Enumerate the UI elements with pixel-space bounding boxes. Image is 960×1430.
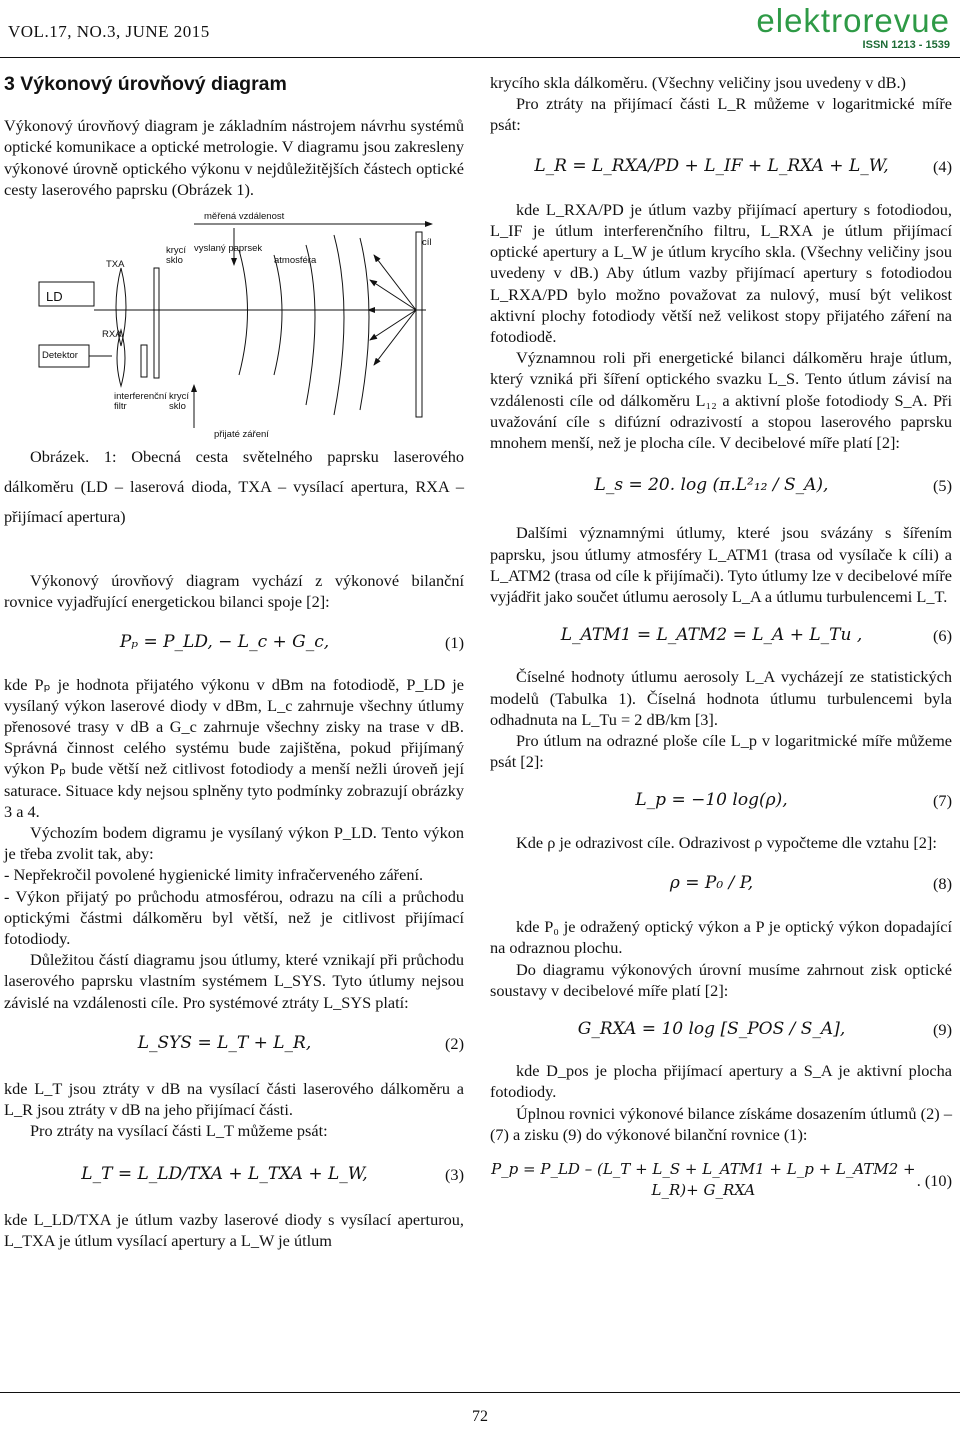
equation-3-number: (3) <box>445 1164 464 1184</box>
logo-wordmark: elektrorevue <box>756 2 950 39</box>
equation-6-body: L_ATM1 = L_ATM2 = L_A + L_Tu , <box>560 625 863 646</box>
equation-1-body: Pₚ = P_LD, − L_c + G_c, <box>119 632 330 653</box>
left-paragraph-5: - Výkon přijatý po průchodu atmosférou, odrazu na cíli a průchodu optickými částmi dálkoměru byl větší, než je citlivost přijímací fotodiody. <box>4 886 464 949</box>
page-number: 72 <box>472 1408 488 1425</box>
journal-volume: VOL.17, NO.3, JUNE 2015 <box>8 22 210 41</box>
right-paragraph-4: Významnou roli při energetické bilanci dálkoměru hraje útlum, který vzniká při šíření optického svazku L_S. Tento útlum závisí na vzdálenosti cíle od dálkoměru L₁₂ a aktivní ploše fotodiody S_A. Při uvažování cíle s difúzní odrazivostí a stopou laserového paprsku mnohem menší, než je plocha cíle. V decibelové míře platí [2]: <box>490 348 952 453</box>
equation-2-body: L_SYS = L_T + L_R, <box>137 1032 312 1053</box>
equation-10 <box>490 1159 952 1201</box>
equation-4-number: (4) <box>933 156 952 176</box>
right-paragraph-6: Číselné hodnoty útlumu aerosoly L_A vycházejí ze statistických modelů (Tabulka 1). Číselná hodnota útlumu turbulencemi byla odhadnuta na L_Tu = 2 dB/km [3]. <box>490 667 952 729</box>
equation-6-number: (6) <box>933 626 952 646</box>
sent-beam-label: vyslaný paprsek <box>194 243 263 255</box>
right-paragraph-5: Dalšími významnými útlumy, které jsou svázány s šířením paprsku, jsou útlumy atmosféry L_ATM1 (trasa od vysílače k cíli) a L_ATM2 (trasa od cíle k přijímači). Tyto útlumy lze v decibelové míře vyjádřit jako součet útlumu aerosoly L_A a útlumu turbulencemi L_T. <box>490 523 952 607</box>
atmosphere-label: atmosféra <box>274 255 317 267</box>
left-paragraph-4: - Nepřekročil povolené hygienické limity infračerveného záření. <box>4 865 424 885</box>
figure-1 <box>34 210 434 440</box>
equation-6 <box>490 625 952 646</box>
header-rule <box>0 57 960 58</box>
cover-glass-bottom-label: krycí sklo <box>169 391 190 413</box>
cover-glass-top-label: krycí sklo <box>166 245 187 267</box>
equation-7-number: (7) <box>933 791 952 811</box>
equation-9-number: (9) <box>933 1019 952 1039</box>
right-paragraph-1: krycího skla dálkoměru. (Všechny veličiny jsou uvedeny v dB.) <box>490 73 906 92</box>
received-radiation-label: přijaté záření <box>214 429 269 441</box>
equation-7 <box>490 790 952 811</box>
left-paragraph-8: Pro ztráty na vysílací části L_T můžeme psát: <box>30 1121 328 1141</box>
equation-5 <box>490 475 952 496</box>
right-paragraph-8: Kde ρ je odrazivost cíle. Odrazivost ρ vypočteme dle vztahu [2]: <box>516 832 937 852</box>
equation-2 <box>4 1033 464 1054</box>
left-paragraph-7: kde L_T jsou ztráty v dB na vysílací části laserového dálkoměru a L_R jsou ztráty v dB na jeho přijímací části. <box>4 1079 464 1120</box>
ld-label: LD <box>46 289 63 305</box>
equation-5-body: L_s = 20. log (π.L²₁₂ / S_A), <box>594 475 829 496</box>
right-column <box>490 72 952 1201</box>
right-paragraph-2: Pro ztráty na přijímací části L_R můžeme v logaritmické míře psát: <box>490 94 952 135</box>
figure-1-caption: Obrázek. 1: Obecná cesta světelného paprsku laserového dálkoměru (LD – laserová dioda, TXA – vysílací apertura, RXA – přijímací apertura) <box>4 447 464 527</box>
cover-glass <box>154 268 159 378</box>
equation-8-body: ρ = P₀ / P, <box>669 872 754 893</box>
right-paragraph-11: kde D_pos je plocha přijímací apertury a S_A je aktivní plocha fotodiody. <box>490 1061 952 1102</box>
measured-distance-label: měřená vzdálenost <box>204 211 285 223</box>
right-paragraph-3: kde L_RXA/PD je útlum vazby přijímací apertury s fotodiodou, L_IF je útlum interferenčního filtru, L_RXA je útlum přijímací optické apertury a L_W je útlum krycího skla. (Všechny veličiny jsou uvedeny v dB.) Aby útlum vazby přijímací apertury s fotodiodou L_RXA/PD bylo možno považovat za nulový, musí být velikost aktivní plochy fotodiody větší než velikost stopy přijatého záření na fotodiodě. <box>490 199 952 347</box>
equation-3 <box>4 1164 464 1185</box>
equation-9 <box>490 1019 952 1040</box>
equation-10-number: . (10) <box>916 1170 952 1190</box>
issn-label: ISSN 1213 - 1539 <box>862 39 950 51</box>
left-paragraph-9: kde L_LD/TXA je útlum vazby laserové diody s vysílací aperturou, L_TXA je útlum vysílací apertury a L_W je útlum <box>4 1209 464 1251</box>
left-paragraph-2: kde Pₚ je hodnota přijatého výkonu v dBm na fotodiodě, P_LD je vysílaný výkon laserové diody v dBm, L_c zahrnuje všechny útlumy přenosové trasy v dB a G_c zahrnuje všechny zisky na trase v dB. Správná činnost celého systému bude zajištěna, pokud přijímaný výkon Pₚ bude větší než citlivost fotodiody a menší nežli úroveň její saturace. Situace kdy nejsou splněny tyto podmínky zobrazují obrázky 3 a 4. <box>4 674 464 821</box>
footer-rule <box>0 1392 960 1393</box>
left-paragraph-6: Důležitou částí diagramu jsou útlumy, které vznikají při průchodu laserového paprsku vlastním systémem L_SYS. Tyto útlumy nejsou závislé na vzdálenosti cíle. Pro systémové ztráty L_SYS platí: <box>4 950 464 1012</box>
equation-4 <box>490 156 952 177</box>
equation-2-number: (2) <box>445 1033 464 1053</box>
left-paragraph-1: Výkonový úrovňový diagram vychází z výkonové bilanční rovnice vyjadřující energetickou bilanci spoje [2]: <box>4 571 464 612</box>
txa-label: TXA <box>106 259 125 271</box>
left-paragraph-3: Výchozím bodem digramu je vysílaný výkon P_LD. Tento výkon je třeba zvolit tak, aby: <box>4 823 464 864</box>
target-label: cíl <box>422 237 432 249</box>
right-paragraph-7: Pro útlum na odrazné ploše cíle L_p v logaritmické míře můžeme psát [2]: <box>490 731 952 772</box>
equation-8-number: (8) <box>933 873 952 893</box>
equation-9-body: G_RXA = 10 log [S_POS / S_A], <box>577 1018 846 1039</box>
equation-1 <box>4 632 464 653</box>
detector-label: Detektor <box>42 350 78 362</box>
equation-8 <box>490 873 952 894</box>
equation-4-body: L_R = L_RXA/PD + L_IF + L_RXA + L_W, <box>534 155 889 176</box>
equation-5-number: (5) <box>933 476 952 496</box>
rxa-label: RXA <box>102 329 122 341</box>
interference-filter-label: interferenční filtr <box>114 391 167 413</box>
right-paragraph-9: kde P₀ je odražený optický výkon a P je optický výkon dopadající na odraznou plochu. <box>490 917 952 958</box>
elektrorevue-logo <box>756 4 950 51</box>
target-plate <box>416 232 422 417</box>
equation-10-body: P_p = P_LD – (L_T + L_S + L_ATM1 + L_p + L_ATM2 + L_R)+ G_RXA <box>491 1159 916 1200</box>
section-title: 3 Výkonový úrovňový diagram <box>4 73 287 95</box>
equation-1-number: (1) <box>445 633 464 653</box>
right-paragraph-10: Do diagramu výkonových úrovní musíme zahrnout zisk optické soustavy v decibelové míře platí [2]: <box>490 959 952 1000</box>
equation-3-body: L_T = L_LD/TXA + L_TXA + L_W, <box>81 1163 368 1184</box>
equation-7-body: L_p = −10 log(ρ), <box>635 790 788 811</box>
intro-paragraph: Výkonový úrovňový diagram je základním nástrojem návrhu systémů optické komunikace a optické metrologie. V diagramu jsou zakresleny výkonové úrovně optického výkonu v nejdůležitějších částech optické cesty laserového paprsku (Obrázek 1). <box>4 116 464 199</box>
interference-filter <box>141 345 147 377</box>
right-paragraph-12: Úplnou rovnici výkonové bilance získáme dosazením útlumů (2) – (7) a zisku (9) do výkonové bilanční rovnice (1): <box>490 1103 952 1144</box>
left-column <box>4 70 464 1251</box>
